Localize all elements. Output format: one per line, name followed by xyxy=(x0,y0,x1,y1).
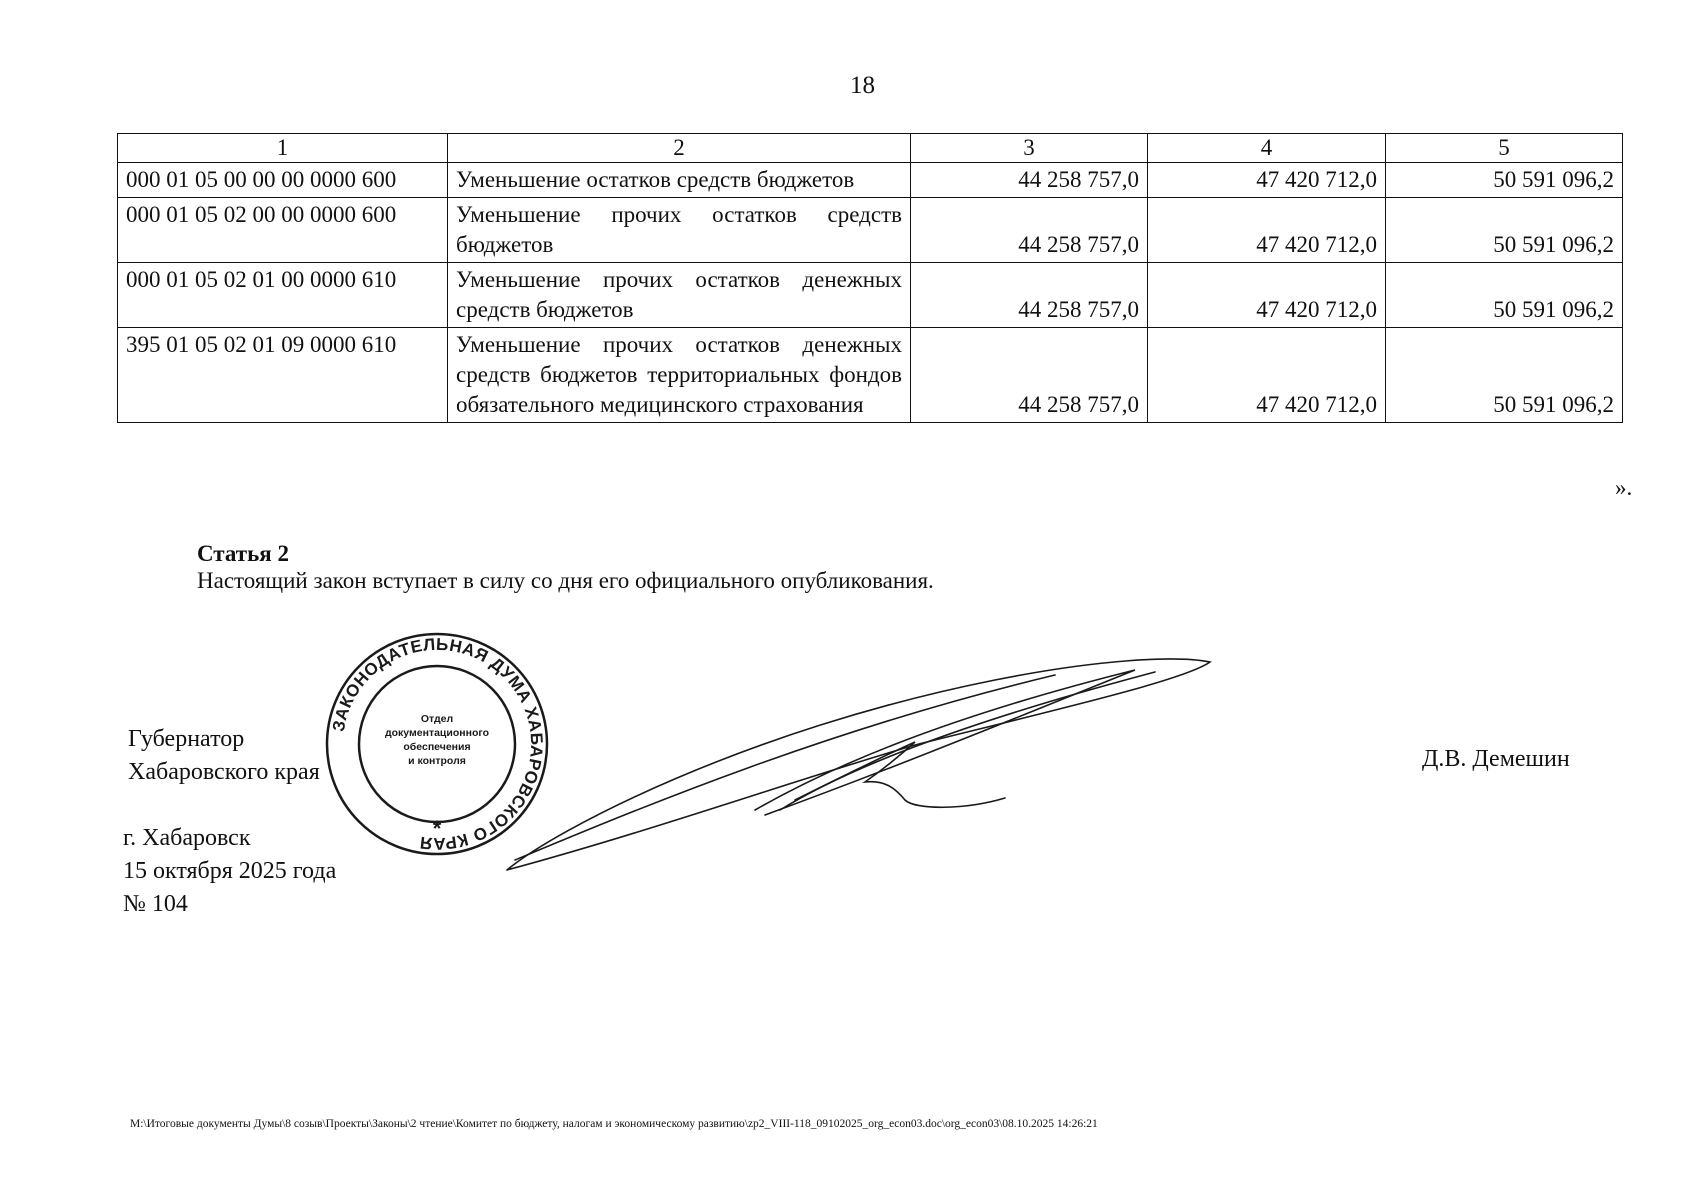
seal-inner-line4: и контроля xyxy=(408,755,466,767)
amount-col3: 44 258 757,0 xyxy=(911,163,1148,198)
amount-col3: 44 258 757,0 xyxy=(911,328,1148,423)
law-number: № 104 xyxy=(123,891,188,917)
header-cell: 3 xyxy=(911,134,1148,163)
row-description: Уменьшение остатков средств бюджетов xyxy=(448,163,911,198)
budget-code: 000 01 05 02 00 00 0000 600 xyxy=(118,198,448,263)
budget-code: 000 01 05 02 01 00 0000 610 xyxy=(118,263,448,328)
amount-col4: 47 420 712,0 xyxy=(1148,328,1386,423)
budget-table xyxy=(117,133,1623,423)
header-cell: 2 xyxy=(448,134,911,163)
table-header-row xyxy=(118,134,1623,163)
amount-col3: 44 258 757,0 xyxy=(911,198,1148,263)
amount-col3: 44 258 757,0 xyxy=(911,263,1148,328)
amount-col5: 50 591 096,2 xyxy=(1386,198,1623,263)
city: г. Хабаровск xyxy=(123,825,251,851)
place-date-block xyxy=(123,822,336,921)
article-title: Статья 2 xyxy=(197,541,289,566)
seal-inner-line3: обеспечения xyxy=(403,741,471,753)
amount-col5: 50 591 096,2 xyxy=(1386,263,1623,328)
seal-outer-text: ЗАКОНОДАТЕЛЬНАЯ ДУМА ХАБАРОВСКОГО КРАЯ xyxy=(328,634,547,854)
row-description: Уменьшение прочих остатков денежных средств бюджетов xyxy=(448,263,911,328)
signer-title xyxy=(128,723,320,789)
signer-title-line2: Хабаровского края xyxy=(128,759,320,785)
budget-code: 395 01 05 02 01 09 0000 610 xyxy=(118,328,448,423)
handwritten-signature xyxy=(495,650,1215,880)
seal-inner-line1: Отдел xyxy=(420,713,454,725)
closing-quote: ». xyxy=(1615,475,1633,500)
amount-col5: 50 591 096,2 xyxy=(1386,163,1623,198)
seal-star: * xyxy=(432,816,442,841)
budget-code: 000 01 05 00 00 00 0000 600 xyxy=(118,163,448,198)
row-description: Уменьшение прочих остатков денежных средств бюджетов территориальных фондов обязательного медицинского страхования xyxy=(448,328,911,423)
header-cell: 4 xyxy=(1148,134,1386,163)
article-text: Настоящий закон вступает в силу со дня его официального опубликования. xyxy=(197,568,934,593)
header-cell: 1 xyxy=(118,134,448,163)
table-row xyxy=(118,163,1623,198)
amount-col4: 47 420 712,0 xyxy=(1148,198,1386,263)
signer-name: Д.В. Демешин xyxy=(1422,746,1570,772)
table-row xyxy=(118,198,1623,263)
amount-col4: 47 420 712,0 xyxy=(1148,263,1386,328)
row-description: Уменьшение прочих остатков средств бюджетов xyxy=(448,198,911,263)
amount-col4: 47 420 712,0 xyxy=(1148,163,1386,198)
file-path-footer: M:\Итоговые документы Думы\8 созыв\Проекты\Законы\2 чтение\Комитет по бюджету, налогам и экономическому развитию\zp2_VIII-118_09102025_org_econ03.doc\org_econ03\08.10.2025 14:26:21 xyxy=(130,1118,1098,1130)
amount-col5: 50 591 096,2 xyxy=(1386,328,1623,423)
signer-title-line1: Губернатор xyxy=(128,726,245,752)
page-number: 18 xyxy=(850,72,875,99)
header-cell: 5 xyxy=(1386,134,1623,163)
table-row xyxy=(118,263,1623,328)
seal-inner-line2: документационного xyxy=(384,727,490,739)
table-row xyxy=(118,328,1623,423)
law-date: 15 октября 2025 года xyxy=(123,858,337,884)
